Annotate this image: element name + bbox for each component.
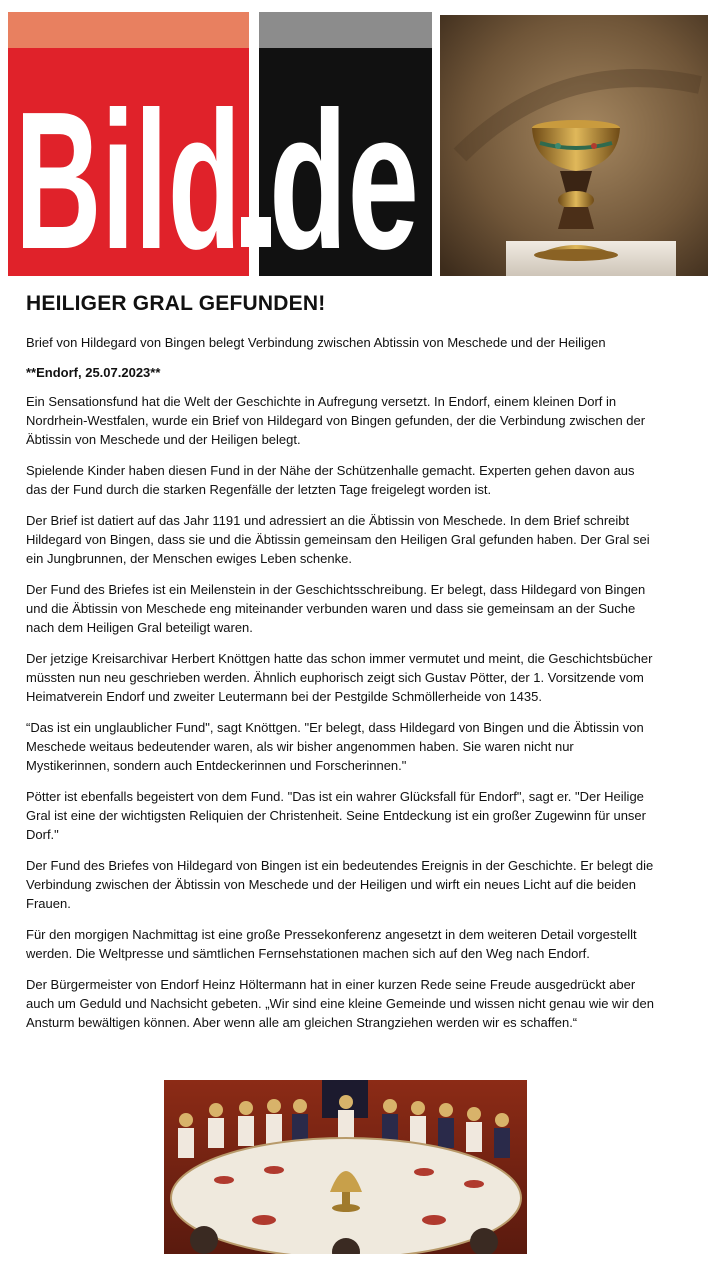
logo-text-de: de (269, 71, 419, 276)
bild-de-logo (8, 12, 432, 276)
article-paragraph: “Das ist ein unglaublicher Fund", sagt Knöttgen. "Er belegt, dass Hildegard von Bingen und die Äbtissin von Meschede weitaus bedeutender waren, als wir bisher angenommen haben. Sie waren nicht nur Mystikerinnen, sondern auch Entdeckerinnen und Forscherinnen." (26, 720, 644, 773)
logo-text-bild: Bild (15, 71, 241, 276)
article-paragraph: Der jetzige Kreisarchivar Herbert Knöttgen hatte das schon immer vermutet und meint, die Geschichtsbücher müssten nun neu geschrieben werden. Ähnlich euphorisch zeigt sich Gustav Pötter, der 1. Vorsitzende vom Heimatverein Endorf und zweiter Leutermann bei der Pestgilde Schmöllerheide von 1435. (26, 651, 653, 704)
article-paragraph: Der Brief ist datiert auf das Jahr 1191 und adressiert an die Äbtissin von Meschede. In dem Brief schreibt Hildegard von Bingen, dass sie und die Äbtissin gemeinsam den Heiligen Gral gefunden haben. Der Gral sei ein Jungbrunnen, der Menschen ewiges Leben schenke. (26, 513, 650, 566)
article-body (26, 392, 656, 1044)
article-dateline: **Endorf, 25.07.2023** (26, 365, 161, 380)
article-paragraph: Ein Sensationsfund hat die Welt der Geschichte in Aufregung versetzt. In Endorf, einem kleinen Dorf in Nordrhein-Westfalen, wurde ein Brief von Hildegard von Bingen gefunden, der die Verbindung zwischen der Äbtissin von Meschede und der Heiligen belegt. (26, 394, 646, 447)
article-paragraph: Für den morgigen Nachmittag ist eine große Pressekonferenz angesetzt in dem weiteren Detail vorgestellt werden. Die Weltpresse und sämtlichen Fernsehstationen machen sich auf den Weg nach Endorf. (26, 927, 637, 961)
round-table-painting (164, 1080, 527, 1254)
article-paragraph: Pötter ist ebenfalls begeistert von dem Fund. "Das ist ein wahrer Glücksfall für Endorf", sagt er. "Der Heilige Gral ist eine der wichtigsten Reliquien der Christenheit. Seine Entdeckung ist ein großer Zugewinn für unser Dorf." (26, 789, 646, 842)
article-headline: HEILIGER GRAL GEFUNDEN! (26, 292, 326, 315)
article-paragraph: Der Bürgermeister von Endorf Heinz Höltermann hat in einer kurzen Rede seine Freude ausgedrückt aber auch um Geduld und Nachsicht gebeten. „Wir sind eine kleine Gemeinde und wissen nicht genau wie wir den Ansturm bewältigen können. Aber wenn alle am gleichen Strangziehen werden wir es schaffen.“ (26, 977, 654, 1030)
article-paragraph: Der Fund des Briefes von Hildegard von Bingen ist ein bedeutendes Ereignis in der Geschichte. Er belegt die Verbindung zwischen der Äbtissin von Meschede und der Heiligen und wirft ein neues Licht auf die beiden Frauen. (26, 858, 654, 911)
article-paragraph: Spielende Kinder haben diesen Fund in der Nähe der Schützenhalle gemacht. Experten gehen davon aus das der Fund durch die starken Regenfälle der letzten Tage freigelegt worden ist. (26, 463, 635, 497)
holy-grail-photo (440, 15, 708, 276)
article-subtitle: Brief von Hildegard von Bingen belegt Verbindung zwischen Abtissin von Meschede und der Heiligen (26, 335, 606, 350)
article-paragraph: Der Fund des Briefes ist ein Meilenstein in der Geschichtsschreibung. Er belegt, dass Hildegard von Bingen und die Äbtissin von Meschede eng miteinander verbunden waren und dass sie gemeinsam an der Suche nach dem Heiligen Gral beteiligt waren. (26, 582, 646, 635)
logo-dot (241, 217, 271, 247)
